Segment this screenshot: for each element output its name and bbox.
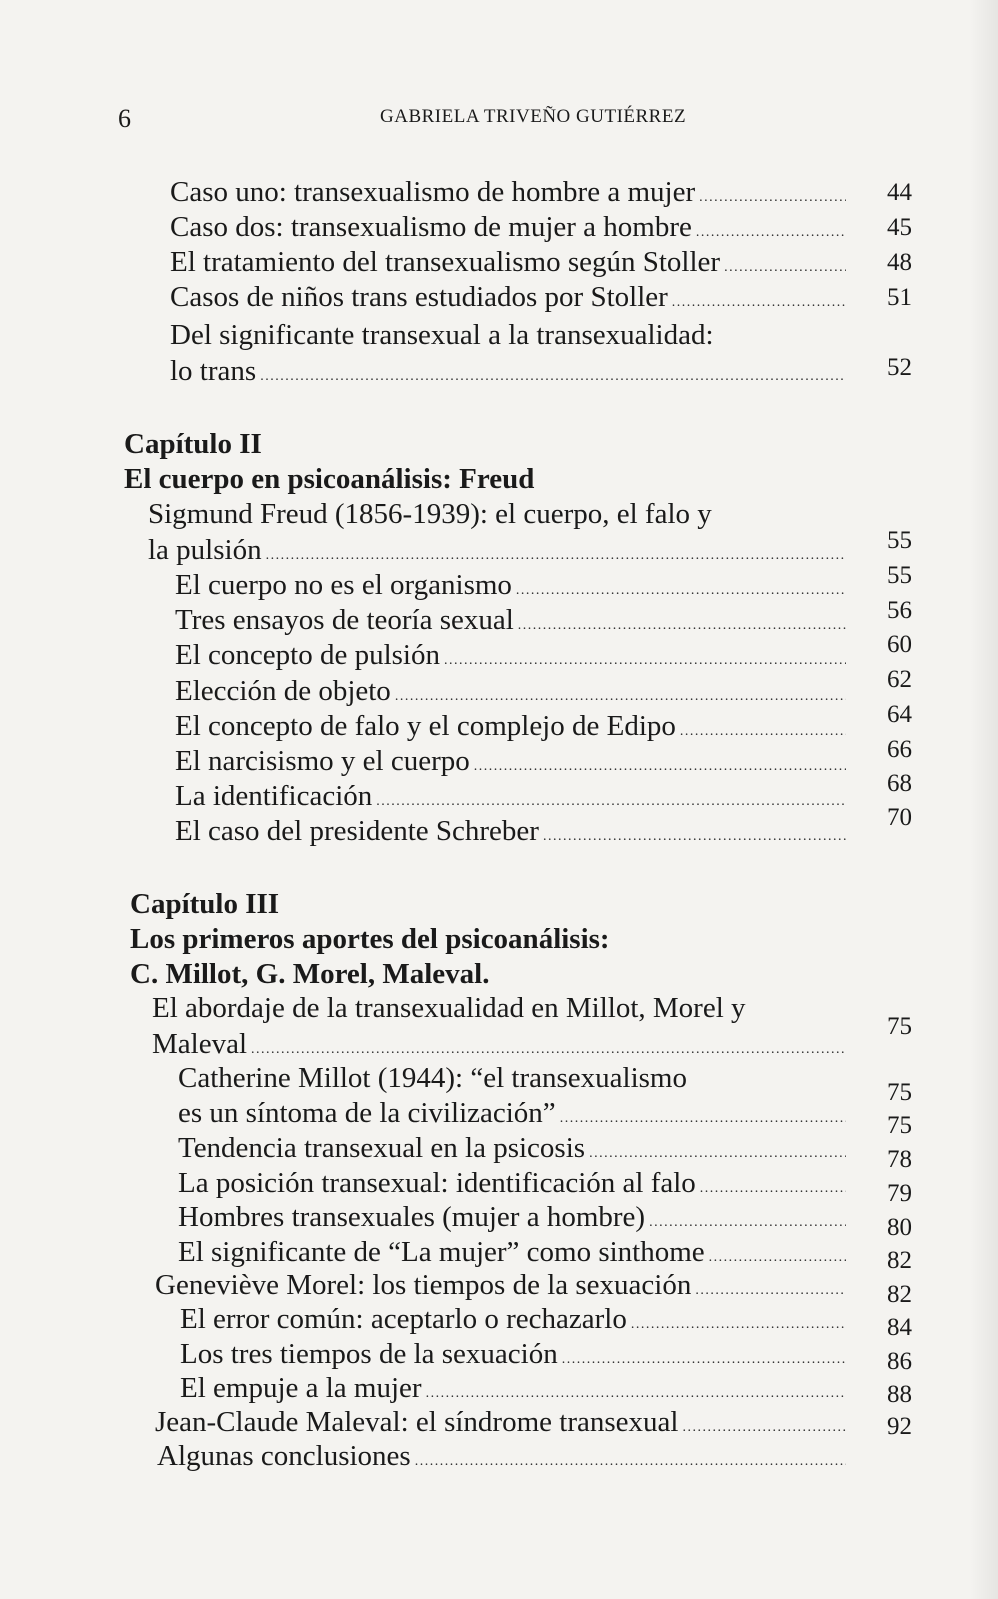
page-ref: 70 xyxy=(887,804,912,831)
toc-entry: Hombres transexuales (mujer a hombre) ..... xyxy=(178,1203,852,1232)
page-ref: 82 xyxy=(887,1281,912,1308)
page-ref: 52 xyxy=(887,354,912,381)
dot-leader xyxy=(266,549,846,563)
dot-leader xyxy=(562,1353,846,1367)
dot-leader xyxy=(700,1182,846,1196)
toc-entry: Caso uno: transexualismo de hombre a mujer ..... xyxy=(170,178,852,207)
toc-entry: Tendencia transexual en la psicosis ..... xyxy=(178,1134,852,1163)
dot-leader xyxy=(260,370,846,384)
dot-leader xyxy=(672,296,846,310)
dot-leader xyxy=(395,690,846,704)
dot-leader xyxy=(518,619,846,633)
page-ref: 75 xyxy=(887,1112,912,1139)
toc-entry: El cuerpo no es el organismo ..... xyxy=(175,571,852,600)
dot-leader xyxy=(376,795,846,809)
chapter-title: C. Millot, G. Morel, Maleval. xyxy=(130,958,490,990)
dot-leader xyxy=(695,1284,846,1298)
page-ref: 66 xyxy=(887,736,912,763)
dot-leader xyxy=(426,1387,846,1401)
toc-entry: Jean-Claude Maleval: el síndrome transexual ..... xyxy=(155,1408,852,1437)
toc-entry: Del significante transexual a la transexualidad: xyxy=(170,319,714,351)
page-ref: 44 xyxy=(887,179,912,206)
toc-entry: Elección de objeto ..... xyxy=(175,677,852,706)
dot-leader xyxy=(682,1421,846,1435)
chapter-title: Los primeros aportes del psicoanálisis: xyxy=(130,923,610,955)
dot-leader xyxy=(251,1043,846,1057)
toc-entry: El error común: aceptarlo o rechazarlo ..... xyxy=(180,1305,852,1334)
toc-entry: El empuje a la mujer ..... xyxy=(180,1374,852,1403)
dot-leader xyxy=(589,1147,846,1161)
toc-entry: Sigmund Freud (1856-1939): el cuerpo, el falo y xyxy=(148,498,712,530)
toc-entry: El abordaje de la transexualidad en Millot, Morel y xyxy=(152,992,746,1024)
page-ref: 45 xyxy=(887,214,912,241)
toc-entry: Geneviève Morel: los tiempos de la sexuación ..... xyxy=(155,1271,852,1300)
chapter-title: El cuerpo en psicoanálisis: Freud xyxy=(124,463,535,495)
chapter-label: Capítulo III xyxy=(130,888,280,920)
dot-leader xyxy=(415,1455,846,1469)
page-ref: 75 xyxy=(887,1013,912,1040)
toc-entry: El concepto de pulsión ..... xyxy=(175,641,852,670)
dot-leader xyxy=(543,830,846,844)
toc-entry: El significante de “La mujer” como sinthome ..... xyxy=(178,1238,852,1267)
dot-leader xyxy=(699,191,846,205)
page-ref: 88 xyxy=(887,1381,912,1408)
toc-entry: Maleval ..... xyxy=(152,1030,852,1059)
page-ref: 60 xyxy=(887,631,912,658)
toc-entry: El caso del presidente Schreber ..... xyxy=(175,817,852,846)
dot-leader xyxy=(649,1216,846,1230)
toc-entry: Los tres tiempos de la sexuación ..... xyxy=(180,1340,852,1369)
page-edge-shadow xyxy=(970,0,998,1599)
dot-leader xyxy=(560,1112,846,1126)
dot-leader xyxy=(516,584,846,598)
toc-entry: Caso dos: transexualismo de mujer a hombre ..... xyxy=(170,213,852,242)
dot-leader xyxy=(631,1318,846,1332)
toc-entry: El concepto de falo y el complejo de Edipo ..... xyxy=(175,712,852,741)
toc-entry: El narcisismo y el cuerpo ..... xyxy=(175,747,852,776)
toc-entry: Algunas conclusiones ..... xyxy=(157,1442,852,1471)
toc-entry: Catherine Millot (1944): “el transexualismo xyxy=(178,1062,687,1094)
toc-entry: Casos de niños trans estudiados por Stoller ..... xyxy=(170,283,852,312)
page-ref: 92 xyxy=(887,1413,912,1440)
page-ref: 84 xyxy=(887,1314,912,1341)
toc-entry: es un síntoma de la civilización” ..... xyxy=(178,1099,852,1128)
page-ref: 75 xyxy=(887,1079,912,1106)
toc-entry: la pulsión ..... xyxy=(148,536,852,565)
page-ref: 56 xyxy=(887,597,912,624)
page-ref: 55 xyxy=(887,527,912,554)
page-ref: 78 xyxy=(887,1146,912,1173)
page-ref: 86 xyxy=(887,1348,912,1375)
dot-leader xyxy=(696,226,846,240)
toc-entry: Tres ensayos de teoría sexual ..... xyxy=(175,606,852,635)
page-ref: 55 xyxy=(887,562,912,589)
dot-leader xyxy=(724,261,846,275)
page-ref: 79 xyxy=(887,1180,912,1207)
page-ref: 62 xyxy=(887,666,912,693)
chapter-label: Capítulo II xyxy=(124,428,262,460)
page-ref: 64 xyxy=(887,701,912,728)
page-ref: 80 xyxy=(887,1214,912,1241)
page-ref: 51 xyxy=(887,284,912,311)
page-number: 6 xyxy=(118,104,131,133)
dot-leader xyxy=(444,654,846,668)
toc-entry: El tratamiento del transexualismo según Stoller ..... xyxy=(170,248,852,277)
dot-leader xyxy=(680,725,846,739)
page-ref: 68 xyxy=(887,770,912,797)
page-ref: 82 xyxy=(887,1247,912,1274)
dot-leader xyxy=(474,760,846,774)
running-header-author: GABRIELA TRIVEÑO GUTIÉRREZ xyxy=(380,106,687,127)
toc-entry: lo trans ..... xyxy=(170,357,852,386)
dot-leader xyxy=(709,1251,846,1265)
toc-entry: La identificación ..... xyxy=(175,782,852,811)
toc-entry: La posición transexual: identificación al falo ..... xyxy=(178,1169,852,1198)
page-ref: 48 xyxy=(887,249,912,276)
